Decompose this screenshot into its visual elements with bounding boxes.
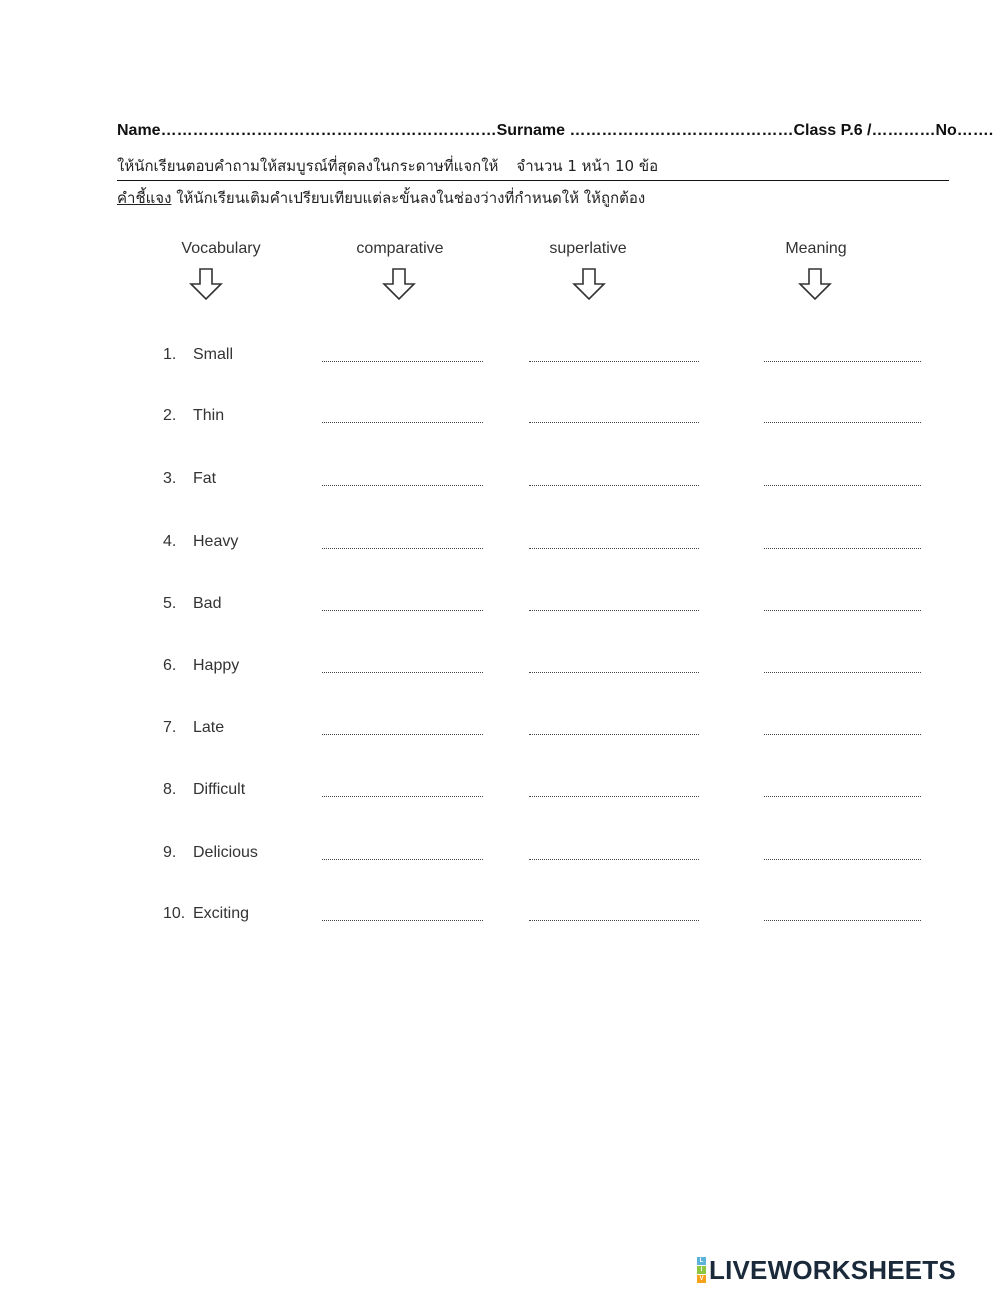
down-arrow-icon bbox=[189, 268, 223, 300]
superlative-blank[interactable] bbox=[529, 361, 699, 362]
comparative-blank[interactable] bbox=[322, 859, 483, 860]
meaning-blank[interactable] bbox=[764, 859, 921, 860]
student-info-line: Name………………………………………………………Surname ……………………………………Class P.6 /…………No……. bbox=[117, 122, 994, 139]
item-number: 3. bbox=[163, 470, 177, 487]
column-header-comparative: comparative bbox=[356, 240, 444, 257]
comparative-blank[interactable] bbox=[322, 485, 483, 486]
vocab-row-3 bbox=[0, 470, 1000, 494]
logo-block-l: L bbox=[697, 1257, 706, 1265]
down-arrow-icon bbox=[382, 268, 416, 300]
vocab-row-7 bbox=[0, 719, 1000, 743]
vocab-word: Difficult bbox=[193, 781, 246, 798]
comparative-blank[interactable] bbox=[322, 920, 483, 921]
meaning-blank[interactable] bbox=[764, 548, 921, 549]
vocab-word: Small bbox=[193, 346, 234, 363]
item-number: 5. bbox=[163, 595, 177, 612]
vocab-row-8 bbox=[0, 781, 1000, 805]
meaning-blank[interactable] bbox=[764, 610, 921, 611]
item-number: 6. bbox=[163, 657, 177, 674]
superlative-blank[interactable] bbox=[529, 672, 699, 673]
vocab-word: Exciting bbox=[193, 905, 250, 922]
logo-block-i: I bbox=[697, 1266, 706, 1274]
meaning-blank[interactable] bbox=[764, 920, 921, 921]
meaning-blank[interactable] bbox=[764, 485, 921, 486]
superlative-blank[interactable] bbox=[529, 485, 699, 486]
column-header-vocabulary: Vocabulary bbox=[181, 240, 261, 257]
item-number: 9. bbox=[163, 844, 177, 861]
comparative-blank[interactable] bbox=[322, 422, 483, 423]
superlative-blank[interactable] bbox=[529, 422, 699, 423]
meaning-blank[interactable] bbox=[764, 796, 921, 797]
vocab-word: Thin bbox=[193, 407, 225, 424]
vocab-word: Heavy bbox=[193, 533, 239, 550]
logo-blocks-icon bbox=[697, 1257, 706, 1283]
comparative-blank[interactable] bbox=[322, 672, 483, 673]
question-count: จำนวน 1 หน้า 10 ข้อ bbox=[516, 157, 659, 175]
superlative-blank[interactable] bbox=[529, 920, 699, 921]
logo-block-v: V bbox=[697, 1275, 706, 1283]
directions-text: ให้นักเรียนเติมคำเปรียบเทียบแต่ละขั้นลงในช่องว่างที่กำหนดให้ ให้ถูกต้อง bbox=[176, 189, 646, 207]
item-number: 1. bbox=[163, 346, 177, 363]
item-number: 10. bbox=[163, 905, 186, 922]
vocab-word: Happy bbox=[193, 657, 240, 674]
comparative-blank[interactable] bbox=[322, 548, 483, 549]
vocab-row-5 bbox=[0, 595, 1000, 619]
superlative-blank[interactable] bbox=[529, 548, 699, 549]
vocab-row-9 bbox=[0, 844, 1000, 868]
vocab-row-4 bbox=[0, 533, 1000, 557]
superlative-blank[interactable] bbox=[529, 859, 699, 860]
item-number: 2. bbox=[163, 407, 177, 424]
comparative-blank[interactable] bbox=[322, 734, 483, 735]
comparative-blank[interactable] bbox=[322, 796, 483, 797]
vocab-row-10 bbox=[0, 905, 1000, 929]
meaning-blank[interactable] bbox=[764, 422, 921, 423]
meaning-blank[interactable] bbox=[764, 672, 921, 673]
meaning-blank[interactable] bbox=[764, 734, 921, 735]
item-number: 8. bbox=[163, 781, 177, 798]
instruction-text: ให้นักเรียนตอบคำถามให้สมบูรณ์ที่สุดลงในกระดาษที่แจกให้ bbox=[117, 157, 499, 175]
vocab-word: Late bbox=[193, 719, 225, 736]
brand-name: LIVEWORKSHEETS bbox=[709, 1254, 956, 1285]
comparative-blank[interactable] bbox=[322, 610, 483, 611]
header-divider bbox=[117, 180, 949, 181]
down-arrow-icon bbox=[572, 268, 606, 300]
column-header-superlative: superlative bbox=[549, 240, 627, 257]
superlative-blank[interactable] bbox=[529, 796, 699, 797]
column-header-meaning: Meaning bbox=[785, 240, 847, 257]
vocab-word: Fat bbox=[193, 470, 217, 487]
vocab-row-2 bbox=[0, 407, 1000, 431]
superlative-blank[interactable] bbox=[529, 610, 699, 611]
instruction-line-2 bbox=[117, 186, 645, 210]
item-number: 7. bbox=[163, 719, 177, 736]
vocab-row-6 bbox=[0, 657, 1000, 681]
item-number: 4. bbox=[163, 533, 177, 550]
directions-label: คำชี้แจง bbox=[117, 189, 172, 207]
liveworksheets-logo bbox=[697, 1255, 956, 1285]
vocab-row-1 bbox=[0, 346, 1000, 370]
meaning-blank[interactable] bbox=[764, 361, 921, 362]
vocab-word: Delicious bbox=[193, 844, 258, 861]
vocab-word: Bad bbox=[193, 595, 222, 612]
down-arrow-icon bbox=[798, 268, 832, 300]
superlative-blank[interactable] bbox=[529, 734, 699, 735]
comparative-blank[interactable] bbox=[322, 361, 483, 362]
instruction-line-1 bbox=[117, 154, 658, 178]
